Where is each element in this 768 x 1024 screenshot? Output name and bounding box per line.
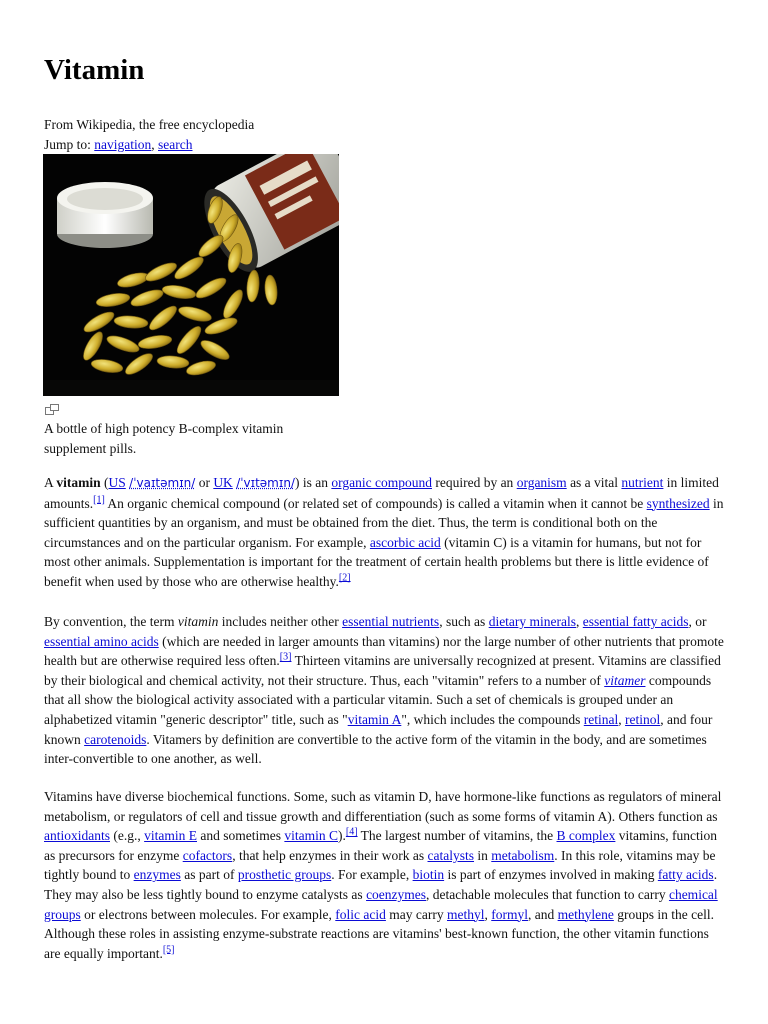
reference-2[interactable]: [2] bbox=[338, 572, 351, 584]
vitamin-pills-image[interactable] bbox=[43, 154, 339, 396]
link-nutrient[interactable]: nutrient bbox=[621, 475, 664, 490]
link-formyl[interactable]: formyl bbox=[491, 906, 528, 922]
jump-prefix: Jump to: bbox=[44, 137, 91, 152]
link-chemical-groups[interactable]: chemical groups bbox=[44, 886, 718, 922]
link-folic-acid[interactable]: folic acid bbox=[335, 906, 386, 922]
link-ascorbic-acid[interactable]: ascorbic acid bbox=[369, 534, 441, 550]
link-methyl[interactable]: methyl bbox=[447, 906, 485, 922]
link-methylene[interactable]: methylene bbox=[557, 906, 614, 922]
jump-navigation-link[interactable]: navigation bbox=[94, 137, 152, 152]
jump-search-link[interactable]: search bbox=[158, 137, 193, 152]
link-cofactors[interactable]: cofactors bbox=[182, 847, 233, 863]
link-b-complex[interactable]: B complex bbox=[556, 828, 616, 844]
link-antioxidants[interactable]: antioxidants bbox=[44, 828, 110, 844]
link-retinol[interactable]: retinol bbox=[625, 711, 661, 727]
link-carotenoids[interactable]: carotenoids bbox=[84, 731, 147, 747]
link-essential-amino-acids[interactable]: essential amino acids bbox=[44, 633, 159, 649]
link-catalysts[interactable]: catalysts bbox=[427, 847, 475, 863]
link-coenzymes[interactable]: coenzymes bbox=[366, 886, 427, 902]
link-organism[interactable]: organism bbox=[516, 475, 567, 490]
link-vitamer[interactable]: vitamer bbox=[604, 672, 646, 688]
article-meta bbox=[44, 115, 254, 155]
paragraph-intro: A vitamin (US /ˈvaɪtəmɪn/ or UK /ˈvɪtəmɪn/) is an organic compound required by an organism as a vital nutrient in limited amounts.[1] An organic chemical compound (or related set of compounds) is called a vitamin when it cannot be synthesized in sufficient quantities by an organism, and must be obtained from the diet. Thus, the term is conditional both on the circumstances and on the particular organism. For example, ascorbic acid (vitamin C) is a vitamin for humans, but not for most other animals. Supplementation is important for the treatment of certain health problems but there is little evidence of benefit when used by those who are otherwise healthy.[2] bbox=[44, 475, 724, 589]
paragraph-functions: Vitamins have diverse biochemical functions. Some, such as vitamin D, have hormone-like functions as regulators of mineral metabolism, or regulators of cell and tissue growth and differentiation (such as some forms of vitamin A). Others function as antioxidants (e.g., vitamin E and sometimes vitamin C).[4] The largest number of vitamins, the B complex vitamins, function as precursors for enzyme cofactors, that help enzymes in their work as catalysts in metabolism. In this role, vitamins may be tightly bound to enzymes as part of prosthetic groups. For example, biotin is part of enzymes involved in making fatty acids. They may also be less tightly bound to enzyme catalysts as coenzymes, detachable molecules that function to carry chemical groups or electrons between molecules. For example, folic acid may carry methyl, formyl, and methylene groups in the cell. Although these roles in assisting enzyme-substrate reactions are vitamins' best-known function, the other vitamin functions are equally important.[5] bbox=[44, 789, 722, 961]
us-link[interactable]: US bbox=[108, 475, 126, 490]
jump-links: Jump to: navigation, search bbox=[44, 137, 193, 152]
link-dietary-minerals[interactable]: dietary minerals bbox=[488, 614, 577, 629]
magnify-icon[interactable] bbox=[45, 402, 59, 420]
link-essential-fatty-acids[interactable]: essential fatty acids bbox=[582, 614, 689, 629]
link-enzymes[interactable]: enzymes bbox=[133, 867, 181, 883]
reference-1[interactable]: [1] bbox=[93, 494, 105, 506]
source-line: From Wikipedia, the free encyclopedia bbox=[44, 117, 255, 132]
term-vitamin-italic: vitamin bbox=[177, 614, 219, 629]
link-fatty-acids[interactable]: fatty acids bbox=[657, 867, 714, 883]
link-prosthetic-groups[interactable]: prosthetic groups bbox=[237, 867, 332, 883]
reference-4[interactable]: [4] bbox=[345, 826, 358, 838]
uk-link[interactable]: UK bbox=[213, 475, 233, 490]
link-vitamin-c[interactable]: vitamin C bbox=[284, 828, 338, 844]
paragraph-convention: By convention, the term vitamin includes neither other essential nutrients, such as dietary minerals, essential fatty acids, or essential amino acids (which are needed in larger amounts than vitamins) nor the large number of other nutrients that promote health but are otherwise required less often.[3] Thirteen vitamins are universally recognized at present. Vitamins are classified by their biological and chemical activity, not their structure. Thus, each "vitamin" refers to a number of vitamer compounds that all show the biological activity associated with a particular vitamin. Such a set of chemicals is grouped under an alphabetized vitamin "generic descriptor" title, such as "vitamin A", which includes the compounds retinal, retinol, and four known carotenoids. Vitamers by definition are convertible to the active form of the vitamin in the body, and are sometimes inter-convertible to one another, as well. bbox=[44, 614, 724, 767]
uk-pronunciation[interactable]: /ˈvɪtəmɪn/ bbox=[236, 476, 295, 490]
image-caption: A bottle of high potency B-complex vitamin supplement pills. bbox=[44, 421, 284, 456]
link-vitamin-e[interactable]: vitamin E bbox=[144, 828, 197, 844]
link-retinal[interactable]: retinal bbox=[583, 711, 619, 727]
reference-3[interactable]: [3] bbox=[279, 651, 292, 663]
link-metabolism[interactable]: metabolism bbox=[491, 847, 555, 863]
link-essential-nutrients[interactable]: essential nutrients bbox=[342, 614, 440, 629]
term-vitamin: vitamin bbox=[56, 475, 101, 490]
page-title: Vitamin bbox=[44, 54, 145, 86]
link-synthesized[interactable]: synthesized bbox=[646, 495, 710, 511]
us-pronunciation[interactable]: /ˈvaɪtəmɪn/ bbox=[129, 476, 196, 490]
link-organic-compound[interactable]: organic compound bbox=[331, 475, 432, 490]
link-vitamin-a[interactable]: vitamin A bbox=[347, 711, 402, 727]
reference-5[interactable]: [5] bbox=[162, 944, 175, 956]
link-biotin[interactable]: biotin bbox=[412, 867, 445, 883]
